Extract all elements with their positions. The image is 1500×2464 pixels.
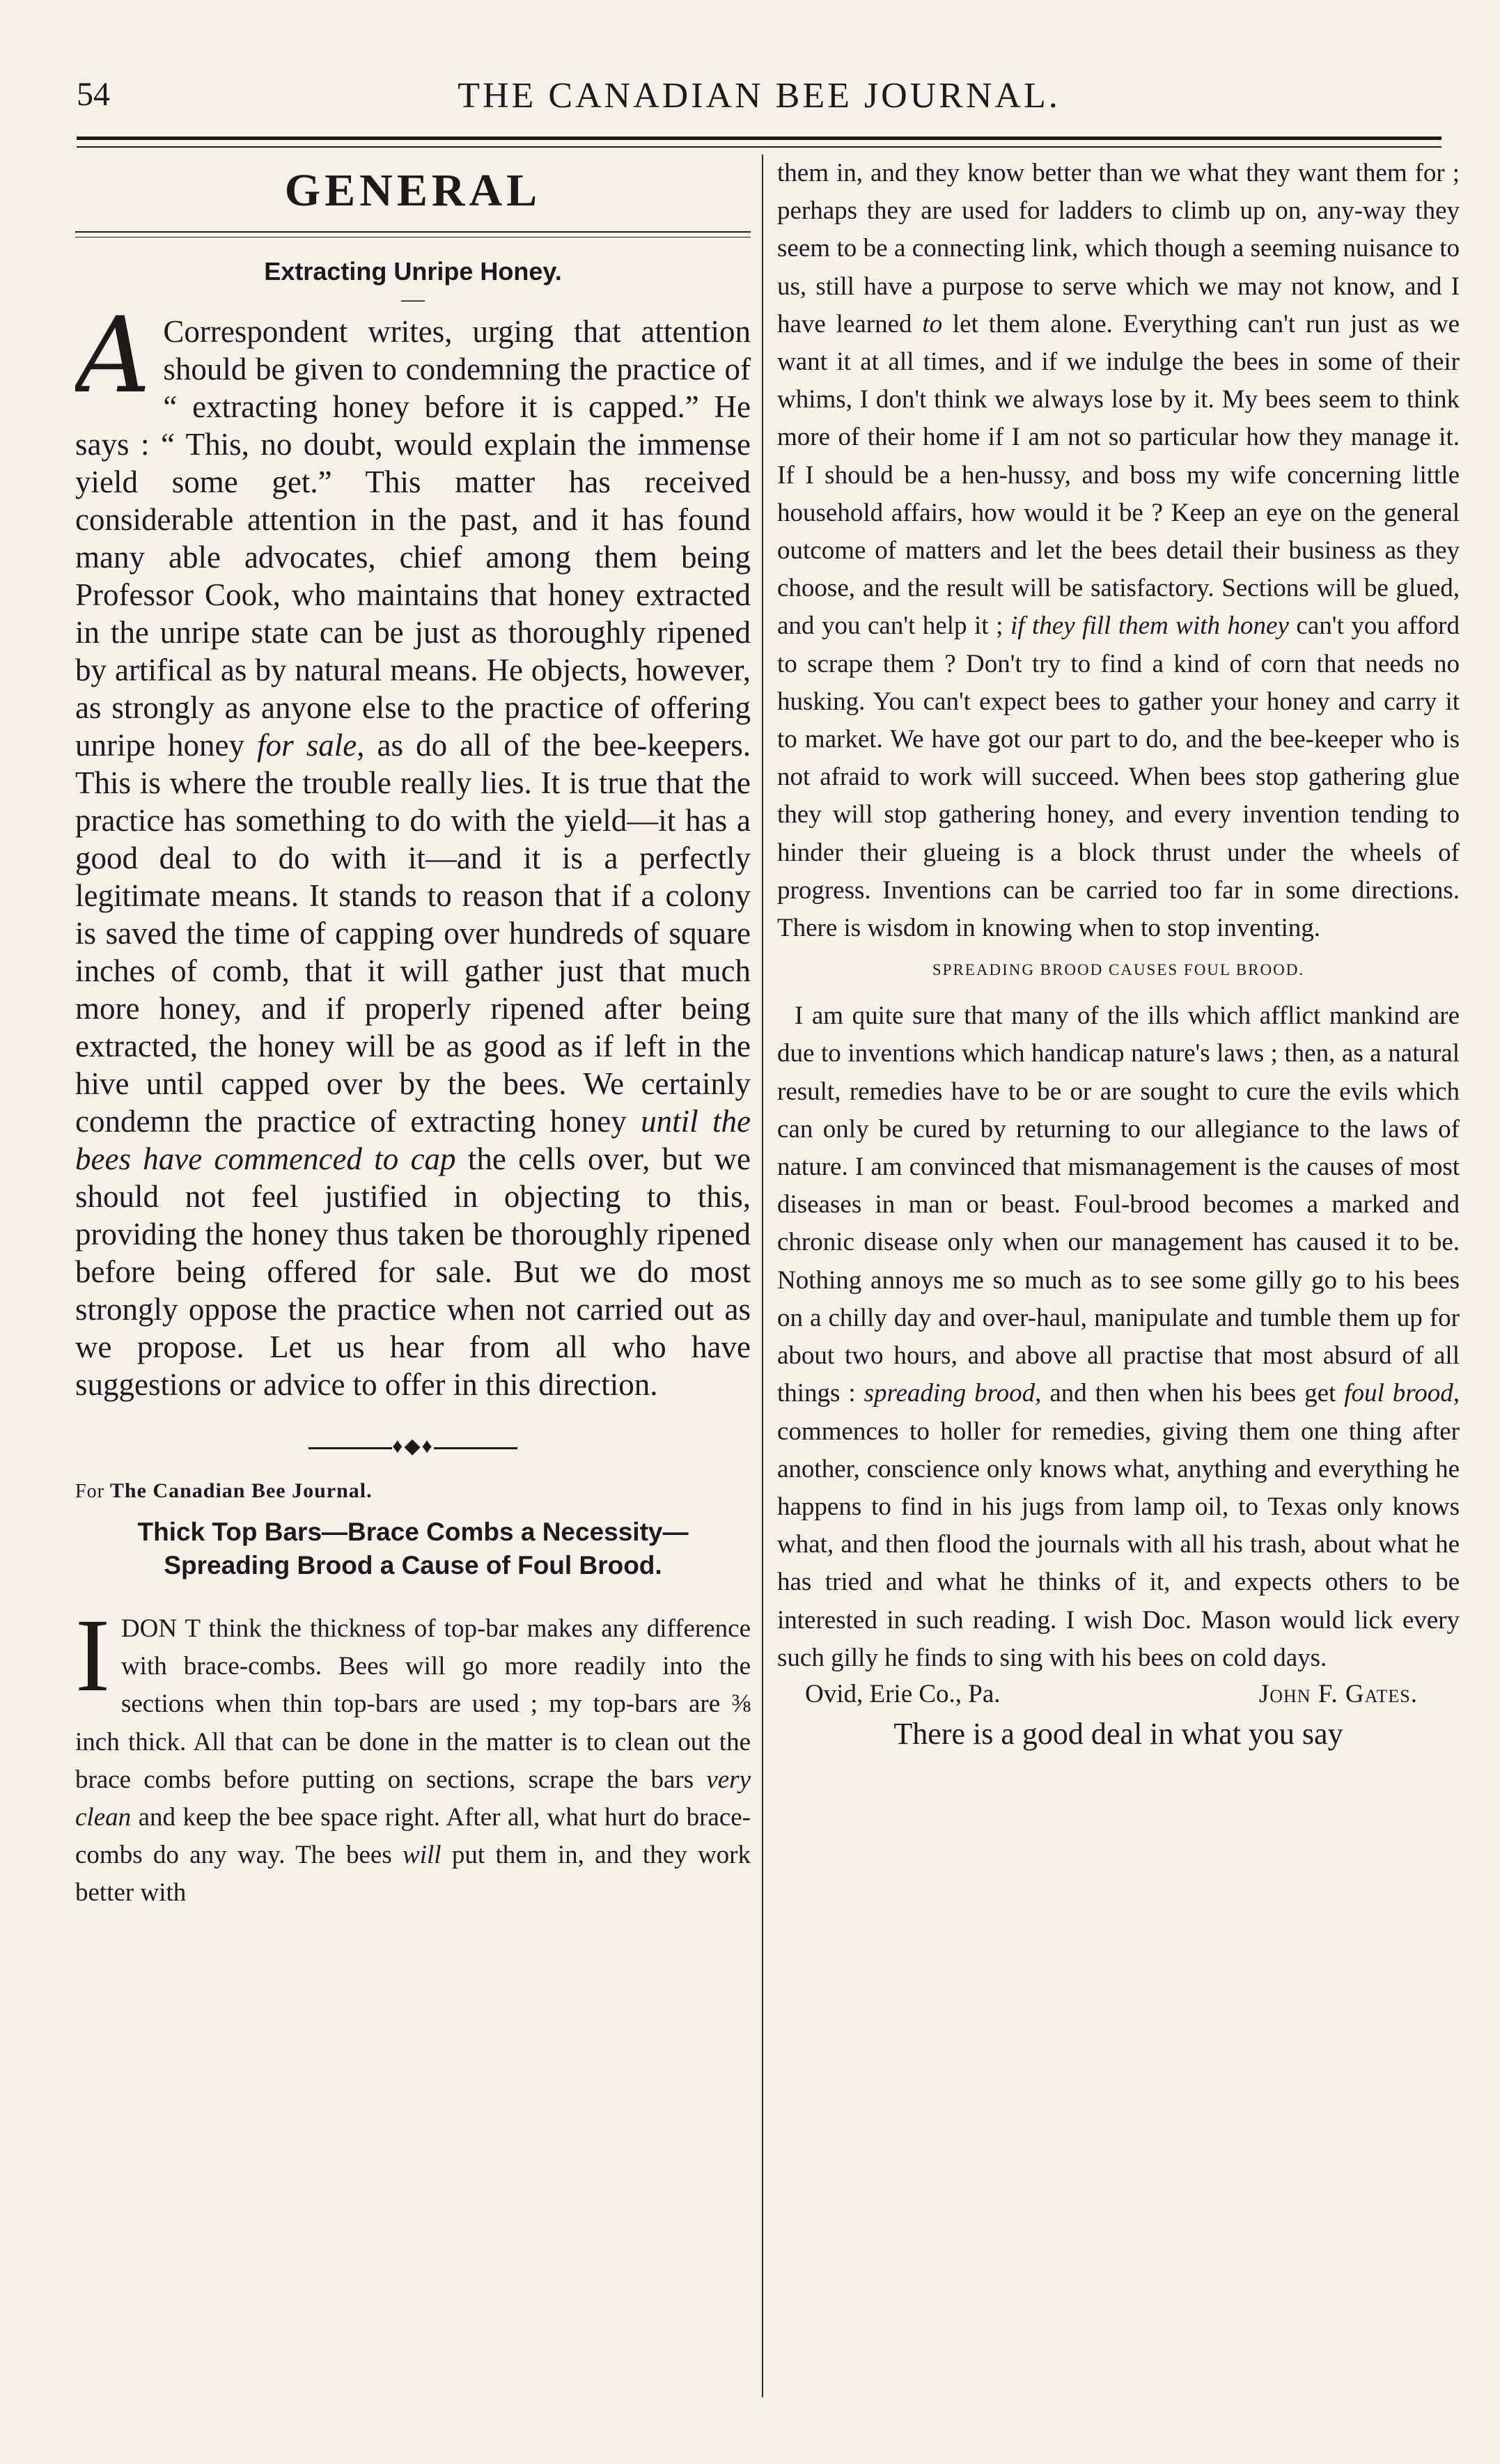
spreading-brood-paragraph: I am quite sure that many of the ills which afflict mankind are due to inventions which handicap nature's laws ; then, as a natural result, remedies have to be or are sought to cure the evils which can only be cured by returning to our allegiance to the laws of nature. I am convinced that mismanagement is the causes of most diseases in man or beast. Foul-brood becomes a marked and chronic disease only when our management has caused it to be. Nothing annoys me so much as to see some gilly go to his bees on a chilly day and over-haul, manipulate and tumble them up for about two hours, and above all practise that most absurd of all things : spreading brood, and then when his bees get foul brood, commences to holler for remedies, giving them one thing after another, conscience only knows what, anything and everything he happens to find in his jugs from lamp oil, to Texas only knows what, and then flood the journals with all his trash, about what he has tried and what he thinks of it, and expects others to be interested in such reading. I wish Doc. Mason would lick every such gilly he finds to sing with his bees on cold days. [777, 1001, 1460, 1672]
article-title-extracting: Extracting Unripe Honey. [264, 257, 562, 286]
header-rule-thick [77, 137, 1442, 140]
signature-name: John F. Gates. [1258, 1679, 1418, 1708]
article-body-top-bars: IDON T think the thickness of top-bar makes any difference with brace-combs. Bees will go more readily into the sections when thin top-bars are used ; my top-bars are ⅜ inch thick. All that can be done in the matter is to clean out the brace combs before putting on sections, scrape the bars very clean and keep the bee space right. After all, what hurt do brace-combs do any way. The bees will put them in, and they work better with [75, 1598, 751, 1908]
drop-cap-i: I [75, 1598, 110, 1713]
section-ornament: ♦◆♦ [75, 1434, 751, 1458]
source-line: For The Canadian Bee Journal. [75, 1479, 373, 1502]
next-article-opening: There is a good deal in what you say [893, 1716, 1343, 1751]
journal-title: THE CANADIAN BEE JOURNAL. [458, 76, 1061, 116]
header-rule-thin [77, 146, 1442, 148]
page-number: 54 [77, 76, 110, 113]
column-divider [762, 155, 763, 2397]
article-continued-paragraph: them in, and they know better than we what they want them for ; perhaps they are used for ladders to climb up on, any-way they seem to be a connecting link, which though a seeming nuisance to us, still have a purpose to serve which we may not know, and I have learned to let them alone. Everything can't run just as we want it at all times, and if we indulge the bees in some of their whims, I don't think we always lose by it. My bees seem to think more of their home if I am not so particular how they manage it. If I should be a hen-hussy, and boss my wife concerning little household affairs, how would it be ? Keep an eye on the general outcome of matters and let the bees detail their business as they choose, and the result will be satisfactory. Sections will be glued, and you can't help it ; if they fill them with honey can't you afford to scrape them ? Don't try to find a kind of corn that needs no husking. You can't expect bees to gather your honey and carry it to market. We have got our part to do, and the bee-keeper who is not afraid to work will succeed. When bees stop gathering glue they will stop gathering honey, and every invention tending to hinder their glueing is a block thrust under the wheels of progress. Inventions can be carried too far in some directions. There is wisdom in knowing when to stop inventing. [777, 159, 1460, 943]
page-header [77, 75, 1442, 131]
drop-cap-a: A [75, 295, 151, 416]
left-column [75, 155, 751, 2362]
section-heading: GENERAL [284, 165, 542, 216]
section-rule [75, 231, 751, 233]
signature-line [777, 1677, 1460, 1712]
signature-place: Ovid, Erie Co., Pa. [805, 1679, 1001, 1708]
article-title-top-bars: Thick Top Bars—Brace Combs a Necessity—Spreading Brood a Cause of Foul Brood. [137, 1518, 689, 1580]
article-body-extracting: A Correspondent writes, urging that attention should be given to condemning the practice of “ extracting honey before it is capped.” He says : “ This, no doubt, would explain the immense yield some get.” This matter has received considerable attention in the past, and it has found many able advocates, chief among them being Professor Cook, who maintains that honey extracted in the unripe state can be just as thoroughly ripened by artifical as by natural means. He objects, however, as strongly as anyone else to the practice of offering unripe honey for sale, as do all of the bee-keepers. This is where the trouble really lies. It is true that the practice has something to do with the yield—it has a good deal to do with it—and it is a perfectly legitimate means. It stands to reason that if a colony is saved the time of capping over hundreds of square inches of comb, that it will gather just that much more honey, and if properly ripened after being extracted, the honey will be as good as if left in the hive until capped over by the bees. We certainly condemn the practice of extracting honey until the bees have commenced to cap the cells over, but we should not feel justified in objecting to this, providing the honey thus taken be thoroughly ripened before being offered for sale. But we do most strongly oppose the practice when not carried out as we propose. Let us hear from all who have suggestions or advice to offer in this direction. [75, 295, 751, 1402]
subheading-spreading-brood: SPREADING BROOD CAUSES FOUL BROOD. [932, 961, 1305, 979]
title-dash: — [401, 286, 425, 312]
right-column [777, 155, 1460, 2397]
